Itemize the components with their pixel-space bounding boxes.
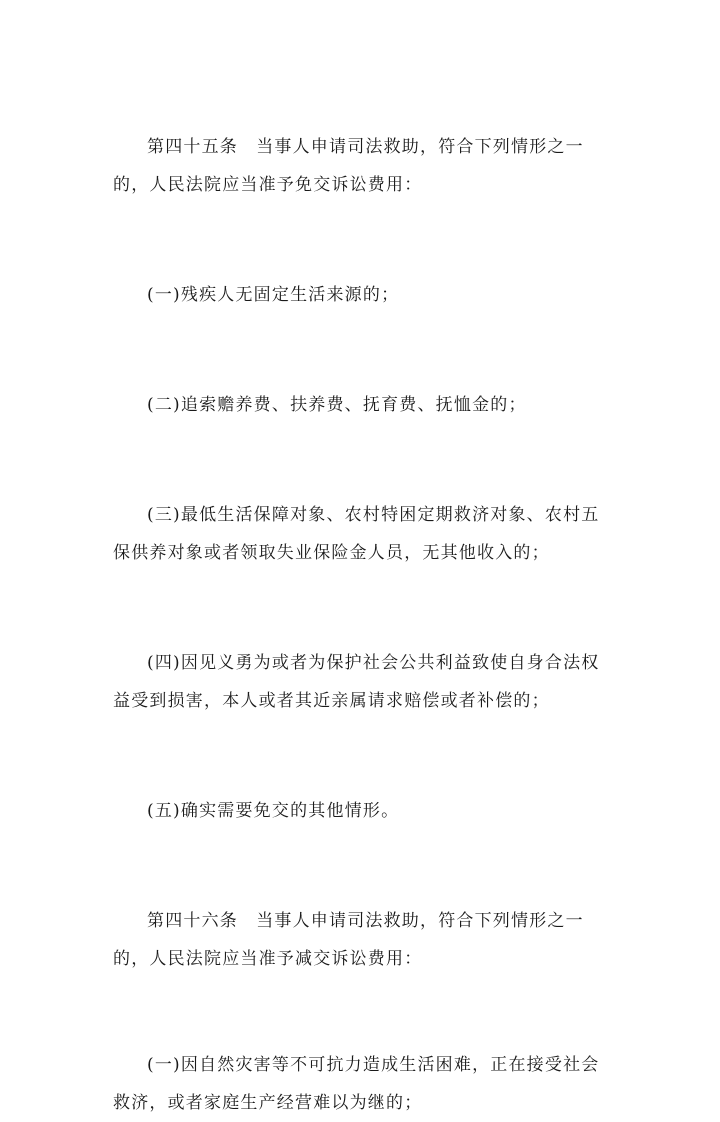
paragraph-spacer <box>113 830 613 902</box>
paragraph-spacer <box>113 720 613 792</box>
document-body <box>113 128 613 1122</box>
paragraph-spacer <box>113 978 613 1046</box>
article-45-item-3: (三)最低生活保障对象、农村特困定期救济对象、农村五保供养对象或者领取失业保险金人员，无其他收入的； <box>113 505 600 563</box>
paragraph-spacer <box>113 204 613 276</box>
article-45-paragraph: 第四十五条 当事人申请司法救助，符合下列情形之一的，人民法院应当准予免交诉讼费用： <box>113 137 584 195</box>
paragraph-spacer <box>113 314 613 386</box>
article-46-item-1: (一)因自然灾害等不可抗力造成生活困难，正在接受社会救济，或者家庭生产经营难以为继的； <box>113 1055 600 1113</box>
article-45-item-4: (四)因见义勇为或者为保护社会公共利益致使自身合法权益受到损害，本人或者其近亲属请求赔偿或者补偿的； <box>113 653 600 711</box>
paragraph-spacer <box>113 424 613 496</box>
paragraph-spacer <box>113 572 613 644</box>
article-45-item-5: (五)确实需要免交的其他情形。 <box>147 801 400 821</box>
article-45-item-1: (一)残疾人无固定生活来源的； <box>147 285 400 305</box>
article-45-item-2: (二)追索赡养费、扶养费、抚育费、抚恤金的； <box>147 395 527 415</box>
article-46-paragraph: 第四十六条 当事人申请司法救助，符合下列情形之一的，人民法院应当准予减交诉讼费用： <box>113 911 584 969</box>
